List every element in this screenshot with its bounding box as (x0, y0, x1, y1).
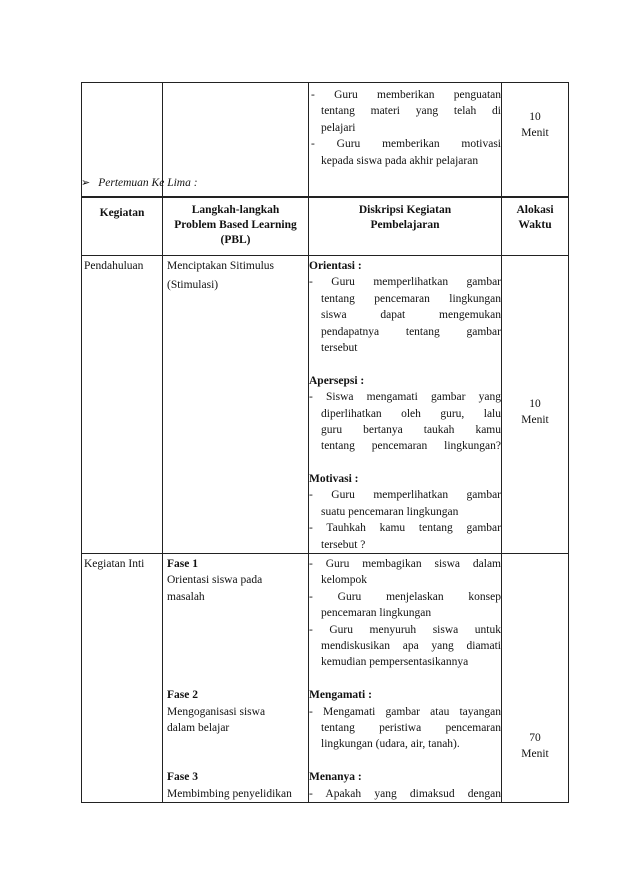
kegiatan-cell: Kegiatan Inti (82, 554, 163, 803)
header-deskripsi: Diskripsi Kegiatan Pembelajaran (309, 197, 502, 256)
desc-line: pelajari (321, 121, 356, 134)
allocation-cell (502, 256, 569, 554)
header-alokasi: Alokasi Waktu (502, 197, 569, 256)
allocation-unit: Menit (521, 748, 549, 761)
allocation-cell (502, 83, 569, 198)
heading-text: Pertemuan Ke Lima : (98, 177, 198, 189)
mengamati-title: Mengamati : (309, 689, 372, 702)
menanya-title: Menanya : (309, 771, 362, 784)
motivasi-title: Motivasi : (309, 473, 359, 486)
arrow-bullet-icon: ➢ (81, 177, 91, 189)
orientasi-title: Orientasi : (309, 260, 362, 272)
header-row (82, 197, 569, 256)
allocation-unit: Menit (521, 414, 549, 426)
desc-line: - Guru memberikan motivasi (311, 138, 501, 151)
apersepsi-title: Apersepsi : (309, 374, 365, 387)
desc-line: kepada siswa pada akhir pelajaran (321, 154, 479, 167)
allocation-unit: Menit (521, 127, 549, 139)
kegiatan-cell: Pendahuluan (82, 256, 163, 554)
header-langkah: Langkah-langkah Problem Based Learning (PBL) (163, 197, 309, 256)
allocation-cell (502, 554, 569, 803)
desc-line: - Guru memberikan penguatan (311, 89, 501, 101)
desc-line: tentang materi yang telah di (321, 105, 501, 118)
table-row-pendahuluan (82, 256, 569, 554)
fase2-title: Fase 2 (167, 689, 198, 702)
fase3-title: Fase 3 (167, 771, 198, 784)
allocation-value: 10 (529, 111, 541, 123)
header-kegiatan: Kegiatan (82, 197, 163, 256)
description-cell: - Guru membagikan siswa dalam kelompok - Guru menjelaskan konsep pencemaran lingkungan - Guru menyuruh siswa untuk mendiskusikan apa yang diamati kemudian pempersentasikannya Mengamati : - Mengamati gambar atau tayangan tentang peristiwa pencemaran lingkungan (udara, air, tanah). Menanya : - Apakah yang dimaksud dengan (309, 554, 502, 803)
allocation-value: 70 (529, 732, 541, 745)
section-heading (81, 178, 198, 190)
langkah-cell: Menciptakan Sitimulus (Stimulasi) (163, 256, 309, 554)
lesson-table (81, 196, 569, 803)
allocation-value: 10 (529, 398, 541, 410)
description-cell: Orientasi : - Guru memperlihatkan gambar tentang pencemaran lingkungan siswa dapat mengemukan pendapatnya tentang gambar tersebut Apersepsi : - Siswa mengamati gambar yang diperlihatkan oleh guru, lalu guru bertanya taukah kamu tentang pencemaran lingkungan? Motivasi : - Guru memperlihatkan gambar suatu pencemaran lingkungan - Tauhkah kamu tentang gambar tersebut ? (309, 256, 502, 554)
fase1-title: Fase 1 (167, 558, 198, 571)
table-row-inti (82, 554, 569, 803)
description-cell (309, 83, 502, 198)
langkah-cell: Fase 1 Orientasi siswa pada masalah Fase 2 Mengoganisasi siswa dalam belajar Fase 3 Membimbing penyelidikan (163, 554, 309, 803)
